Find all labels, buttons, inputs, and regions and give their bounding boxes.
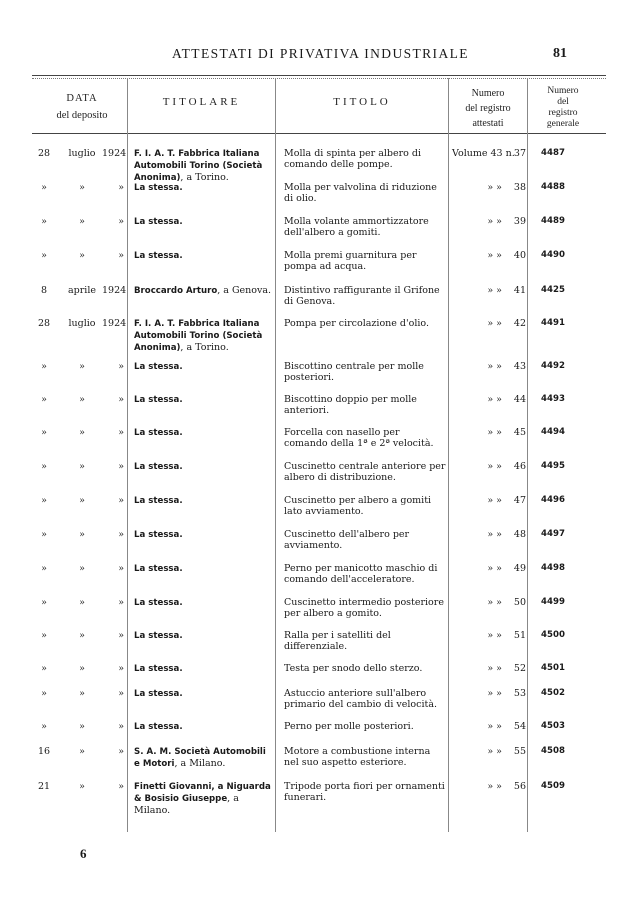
cell-title: Molla di spinta per albero di comando delle pompe. bbox=[284, 148, 422, 170]
header-registro-generale bbox=[528, 86, 598, 130]
cell-title: Cuscinetto per albero a gomiti lato avviamento. bbox=[284, 495, 432, 517]
cell-day: » bbox=[41, 461, 47, 472]
cell-vol: » » bbox=[487, 394, 502, 405]
cell-month: » bbox=[79, 427, 85, 438]
header-titolare: TITOLARE bbox=[162, 96, 241, 108]
cell-title: Distintivo raffigurante il Grifone di Genova. bbox=[284, 285, 440, 307]
cell-day: » bbox=[41, 394, 47, 405]
cell-reg: 51 bbox=[513, 630, 526, 641]
cell-year: » bbox=[118, 663, 124, 674]
cell-month: » bbox=[79, 663, 85, 674]
cell-vol: » » bbox=[487, 318, 502, 329]
cell-gen: 4509 bbox=[541, 781, 565, 791]
cell-reg: 49 bbox=[513, 563, 526, 574]
cell-gen: 4489 bbox=[541, 216, 565, 226]
cell-month: » bbox=[79, 781, 85, 792]
cell-vol: » » bbox=[487, 746, 502, 757]
holder-name: La stessa. bbox=[134, 395, 183, 405]
cell-year: » bbox=[118, 529, 124, 540]
cell-day: » bbox=[41, 630, 47, 641]
table-row bbox=[0, 216, 640, 246]
cell-day: » bbox=[41, 529, 47, 540]
cell-year: » bbox=[118, 182, 124, 193]
cell-holder bbox=[134, 721, 274, 733]
table-row bbox=[0, 250, 640, 280]
table-row bbox=[0, 318, 640, 353]
cell-holder bbox=[134, 318, 274, 354]
cell-month: » bbox=[79, 746, 85, 757]
cell-gen: 4487 bbox=[541, 148, 565, 158]
holder-name: La stessa. bbox=[134, 428, 183, 438]
holder-name: La stessa. bbox=[134, 496, 183, 506]
cell-gen: 4493 bbox=[541, 394, 565, 404]
cell-vol: » » bbox=[487, 529, 502, 540]
cell-reg: 44 bbox=[513, 394, 526, 405]
table-row bbox=[0, 563, 640, 593]
holder-name: Broccardo Arturo bbox=[134, 286, 218, 296]
cell-title: Biscottino centrale per molle posteriori. bbox=[284, 361, 424, 383]
holder-location: , a Milano. bbox=[134, 793, 239, 816]
table-row bbox=[0, 495, 640, 525]
cell-day: » bbox=[41, 182, 47, 193]
cell-holder bbox=[134, 148, 274, 184]
cell-reg: 45 bbox=[513, 427, 526, 438]
cell-reg: 47 bbox=[513, 495, 526, 506]
table-row bbox=[0, 461, 640, 491]
cell-gen: 4494 bbox=[541, 427, 565, 437]
cell-month: luglio bbox=[68, 148, 96, 159]
table-row bbox=[0, 630, 640, 660]
cell-reg: 39 bbox=[513, 216, 526, 227]
cell-year: 1924 bbox=[102, 148, 127, 159]
cell-reg: 55 bbox=[513, 746, 526, 757]
cell-day: 21 bbox=[37, 781, 51, 792]
cell-vol: » » bbox=[487, 721, 502, 732]
holder-name: La stessa. bbox=[134, 362, 183, 372]
table-row bbox=[0, 394, 640, 424]
holder-location: , a Torino. bbox=[180, 342, 229, 353]
cell-holder bbox=[134, 781, 274, 816]
cell-title: Perno per manicotto maschio di comando dell'acceleratore. bbox=[284, 563, 438, 585]
header-titolo: TITOLO bbox=[333, 96, 391, 108]
cell-day: » bbox=[41, 250, 47, 261]
cell-month: » bbox=[79, 721, 85, 732]
cell-title: Molla premi guarnitura per pompa ad acqua. bbox=[284, 250, 417, 272]
cell-reg: 46 bbox=[513, 461, 526, 472]
holder-name: La stessa. bbox=[134, 530, 183, 540]
table-row bbox=[0, 746, 640, 776]
cell-reg: 48 bbox=[513, 529, 526, 540]
cell-title: Biscottino doppio per molle anteriori. bbox=[284, 394, 417, 416]
cell-holder bbox=[134, 663, 274, 675]
cell-gen: 4501 bbox=[541, 663, 565, 673]
table-row bbox=[0, 285, 640, 315]
holder-name: La stessa. bbox=[134, 598, 183, 608]
holder-name: F. I. A. T. Fabbrica Italiana Automobili Torino (Società Anonima) bbox=[134, 319, 263, 353]
cell-gen: 4500 bbox=[541, 630, 565, 640]
table-row bbox=[0, 182, 640, 212]
cell-year: » bbox=[118, 461, 124, 472]
cell-month: » bbox=[79, 529, 85, 540]
cell-month: » bbox=[79, 563, 85, 574]
cell-gen: 4491 bbox=[541, 318, 565, 328]
cell-year: » bbox=[118, 597, 124, 608]
cell-month: luglio bbox=[68, 318, 96, 329]
table-row bbox=[0, 427, 640, 457]
holder-name: La stessa. bbox=[134, 722, 183, 732]
cell-day: » bbox=[41, 597, 47, 608]
cell-gen: 4495 bbox=[541, 461, 565, 471]
cell-reg: 40 bbox=[513, 250, 526, 261]
cell-gen: 4503 bbox=[541, 721, 565, 731]
cell-day: » bbox=[41, 427, 47, 438]
cell-vol: » » bbox=[487, 427, 502, 438]
cell-vol: » » bbox=[487, 663, 502, 674]
running-title: ATTESTATI DI PRIVATIVA INDUSTRIALE bbox=[172, 46, 469, 61]
cell-title: Testa per snodo dello sterzo. bbox=[284, 663, 423, 674]
header-rule-bottom bbox=[32, 133, 606, 134]
cell-vol: » » bbox=[487, 688, 502, 699]
header-data-line1: DATA bbox=[66, 93, 98, 104]
cell-gen: 4492 bbox=[541, 361, 565, 371]
cell-holder bbox=[134, 529, 274, 541]
table-row bbox=[0, 597, 640, 627]
cell-day: 28 bbox=[37, 148, 51, 159]
cell-vol: » » bbox=[487, 250, 502, 261]
page-number-bottom: 6 bbox=[80, 846, 87, 861]
holder-name: Finetti Giovanni, a Niguarda & Bosisio Giuseppe bbox=[134, 782, 271, 804]
cell-vol: » » bbox=[487, 781, 502, 792]
cell-year: » bbox=[118, 216, 124, 227]
header-rule-dotted bbox=[32, 78, 606, 79]
cell-gen: 4425 bbox=[541, 285, 565, 295]
cell-gen: 4502 bbox=[541, 688, 565, 698]
cell-vol: » » bbox=[487, 495, 502, 506]
holder-name: La stessa. bbox=[134, 217, 183, 227]
cell-title: Pompa per circolazione d'olio. bbox=[284, 318, 429, 329]
cell-year: » bbox=[118, 394, 124, 405]
header-numero-line3: attestati bbox=[472, 118, 504, 129]
cell-holder bbox=[134, 688, 274, 700]
cell-month: » bbox=[79, 361, 85, 372]
cell-vol: » » bbox=[487, 216, 502, 227]
running-head bbox=[0, 46, 640, 66]
holder-name: S. A. M. Società Automobili e Motori bbox=[134, 747, 266, 769]
cell-year: » bbox=[118, 746, 124, 757]
cell-title: Molla per valvolina di riduzione di olio. bbox=[284, 182, 437, 204]
cell-title: Perno per molle posteriori. bbox=[284, 721, 414, 732]
cell-gen: 4497 bbox=[541, 529, 565, 539]
cell-reg: 37 bbox=[513, 148, 526, 159]
cell-gen: 4498 bbox=[541, 563, 565, 573]
cell-year: » bbox=[118, 563, 124, 574]
cell-holder bbox=[134, 461, 274, 473]
cell-day: » bbox=[41, 361, 47, 372]
cell-title: Forcella con nasello per comando della 1ª e 2ª velocità. bbox=[284, 427, 434, 449]
holder-name: La stessa. bbox=[134, 251, 183, 261]
cell-month: » bbox=[79, 597, 85, 608]
cell-holder bbox=[134, 285, 274, 297]
header-numero-line2: del registro bbox=[465, 103, 511, 114]
cell-vol: » » bbox=[487, 597, 502, 608]
cell-holder bbox=[134, 563, 274, 575]
header-generale-line2: del bbox=[557, 97, 569, 107]
cell-month: » bbox=[79, 250, 85, 261]
cell-day: » bbox=[41, 216, 47, 227]
cell-reg: 53 bbox=[513, 688, 526, 699]
cell-month: » bbox=[79, 461, 85, 472]
table-row bbox=[0, 361, 640, 391]
cell-title: Cuscinetto dell'albero per avviamento. bbox=[284, 529, 410, 551]
cell-title: Cuscinetto centrale anteriore per albero di distribuzione. bbox=[284, 461, 446, 483]
cell-holder bbox=[134, 361, 274, 373]
cell-year: » bbox=[118, 361, 124, 372]
cell-vol: » » bbox=[487, 563, 502, 574]
cell-holder bbox=[134, 630, 274, 642]
cell-title: Motore a combustione interna nel suo aspetto esteriore. bbox=[284, 746, 431, 768]
holder-name: La stessa. bbox=[134, 183, 183, 193]
cell-title: Tripode porta fiori per ornamenti funerari. bbox=[284, 781, 445, 803]
holder-name: La stessa. bbox=[134, 631, 183, 641]
cell-year: 1924 bbox=[102, 318, 127, 329]
cell-gen: 4508 bbox=[541, 746, 565, 756]
cell-year: » bbox=[118, 630, 124, 641]
cell-month: aprile bbox=[68, 285, 96, 296]
header-data-line2: del deposito bbox=[56, 110, 108, 121]
cell-gen: 4490 bbox=[541, 250, 565, 260]
cell-day: » bbox=[41, 495, 47, 506]
holder-name: La stessa. bbox=[134, 664, 183, 674]
cell-year: » bbox=[118, 721, 124, 732]
cell-holder bbox=[134, 182, 274, 194]
cell-year: » bbox=[118, 427, 124, 438]
cell-month: » bbox=[79, 630, 85, 641]
cell-title: Cuscinetto intermedio posteriore per albero a gomito. bbox=[284, 597, 444, 619]
cell-reg: 41 bbox=[513, 285, 526, 296]
cell-gen: 4499 bbox=[541, 597, 565, 607]
cell-reg: 42 bbox=[513, 318, 526, 329]
table-row bbox=[0, 529, 640, 559]
holder-location: , a Milano. bbox=[174, 758, 226, 769]
cell-day: 8 bbox=[40, 285, 48, 296]
cell-day: » bbox=[41, 663, 47, 674]
cell-month: » bbox=[79, 216, 85, 227]
header-data bbox=[36, 90, 128, 124]
holder-name: La stessa. bbox=[134, 689, 183, 699]
cell-title: Ralla per i satelliti del differenziale. bbox=[284, 630, 391, 652]
cell-day: » bbox=[41, 563, 47, 574]
cell-title: Astuccio anteriore sull'albero primario del cambio di velocità. bbox=[284, 688, 438, 710]
cell-vol: » » bbox=[487, 361, 502, 372]
table-row bbox=[0, 148, 640, 183]
table-row bbox=[0, 781, 640, 816]
cell-year: » bbox=[118, 495, 124, 506]
cell-holder bbox=[134, 495, 274, 507]
holder-name: La stessa. bbox=[134, 462, 183, 472]
cell-holder bbox=[134, 216, 274, 228]
cell-vol: Volume 43 n. bbox=[452, 148, 515, 159]
cell-reg: 52 bbox=[513, 663, 526, 674]
cell-title: Molla volante ammortizzatore dell'albero a gomiti. bbox=[284, 216, 429, 238]
cell-vol: » » bbox=[487, 285, 502, 296]
cell-vol: » » bbox=[487, 630, 502, 641]
header-generale-line3: registro bbox=[548, 108, 578, 118]
header-generale-line4: generale bbox=[546, 119, 580, 129]
cell-month: » bbox=[79, 495, 85, 506]
cell-gen: 4488 bbox=[541, 182, 565, 192]
cell-holder bbox=[134, 394, 274, 406]
holder-location: , a Genova. bbox=[217, 285, 272, 296]
cell-holder bbox=[134, 746, 274, 770]
cell-vol: » » bbox=[487, 461, 502, 472]
cell-year: » bbox=[118, 781, 124, 792]
cell-day: » bbox=[41, 688, 47, 699]
cell-reg: 50 bbox=[513, 597, 526, 608]
header-rule-top bbox=[32, 75, 606, 76]
header-generale-line1: Numero bbox=[547, 86, 579, 96]
cell-month: » bbox=[79, 394, 85, 405]
cell-day: 16 bbox=[37, 746, 51, 757]
cell-reg: 56 bbox=[513, 781, 526, 792]
header-numero-line1: Numero bbox=[471, 88, 505, 99]
cell-year: » bbox=[118, 688, 124, 699]
cell-month: » bbox=[79, 688, 85, 699]
cell-holder bbox=[134, 427, 274, 439]
cell-holder bbox=[134, 250, 274, 262]
table-row bbox=[0, 688, 640, 718]
cell-day: 28 bbox=[37, 318, 51, 329]
cell-month: » bbox=[79, 182, 85, 193]
cell-day: » bbox=[41, 721, 47, 732]
header-numero-registro bbox=[449, 86, 527, 131]
page-number-top: 81 bbox=[553, 46, 567, 61]
cell-gen: 4496 bbox=[541, 495, 565, 505]
cell-reg: 54 bbox=[513, 721, 526, 732]
cell-vol: » » bbox=[487, 182, 502, 193]
cell-year: 1924 bbox=[102, 285, 127, 296]
holder-location: , a Torino. bbox=[180, 172, 229, 183]
cell-reg: 43 bbox=[513, 361, 526, 372]
cell-reg: 38 bbox=[513, 182, 526, 193]
cell-holder bbox=[134, 597, 274, 609]
holder-name: La stessa. bbox=[134, 564, 183, 574]
cell-year: » bbox=[118, 250, 124, 261]
holder-name: F. I. A. T. Fabbrica Italiana Automobili Torino (Società Anonima) bbox=[134, 149, 263, 183]
